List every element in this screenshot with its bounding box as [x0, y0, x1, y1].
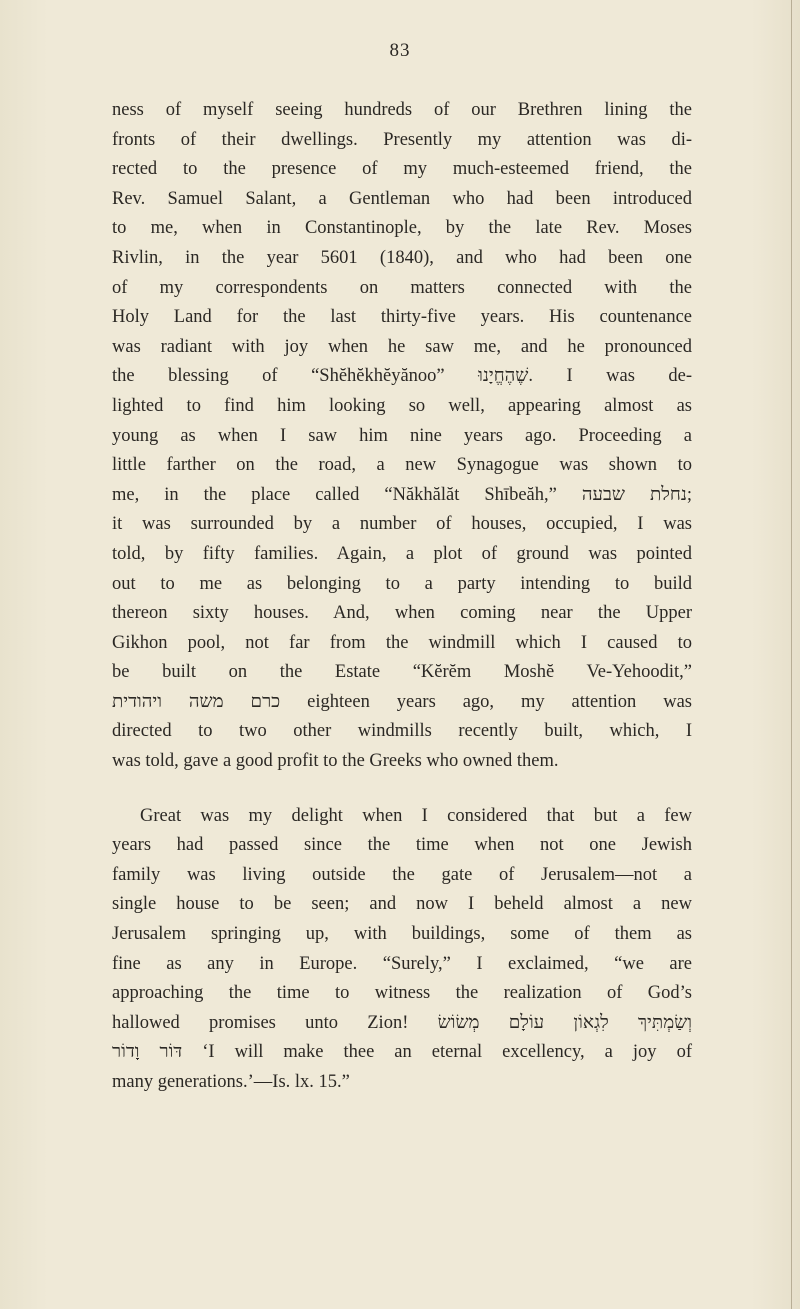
text-line: me, in the place called “Năkhălăt Shībeăh,” נחלת שבעה;	[112, 484, 692, 505]
text-line: young as when I saw him nine years ago. Proceeding a	[112, 425, 692, 446]
text-line: thereon sixty houses. And, when coming near the Upper	[112, 603, 692, 624]
text-line: lighted to find him looking so well, appearing almost as	[112, 395, 692, 416]
text-line: Rivlin, in the year 5601 (1840), and who had been one	[112, 247, 692, 268]
body-text	[112, 96, 692, 1098]
text-line: was told, gave a good profit to the Greeks who owned them.	[112, 751, 559, 772]
text-line: fine as any in Europe. “Surely,” I exclaimed, “we are	[112, 953, 692, 974]
text-line: approaching the time to witness the realization of God’s	[112, 983, 692, 1004]
text-line: many generations.’—Is. lx. 15.”	[112, 1072, 350, 1092]
text-line: it was surrounded by a number of houses, occupied, I was	[112, 514, 692, 535]
text-line: single house to be seen; and now I beheld almost a new	[112, 894, 692, 915]
text-line: years had passed since the time when not one Jewish	[112, 835, 692, 856]
text-line: Rev. Samuel Salant, a Gentleman who had been introduced	[112, 188, 692, 209]
text-line: rected to the presence of my much-esteemed friend, the	[112, 159, 692, 180]
text-line: told, by fifty families. Again, a plot of ground was pointed	[112, 543, 692, 564]
text-line: hallowed promises unto Zion! וְשַׂמְתִּיךְ לִגְאוֹן עוֹלָם מְשׂוֹשׂ	[112, 1012, 692, 1033]
text-line: Great was my delight when I considered that but a few	[140, 805, 692, 826]
text-line: to me, when in Constantinople, by the late Rev. Moses	[112, 218, 692, 239]
text-line: little farther on the road, a new Synagogue was shown to	[112, 455, 692, 476]
page-edge-divider	[791, 0, 792, 1309]
paragraph-2	[112, 802, 692, 1098]
text-line: was radiant with joy when he saw me, and he pronounced	[112, 336, 692, 357]
text-line: fronts of their dwellings. Presently my attention was di-	[112, 129, 692, 150]
text-line: Gikhon pool, not far from the windmill which I caused to	[112, 632, 692, 653]
text-line: be built on the Estate “Kĕrĕm Moshĕ Ve-Yehoodit,”	[112, 662, 692, 683]
text-line: דּוֹר וָדוֹר ‘I will make thee an eternal excellency, a joy of	[112, 1042, 692, 1063]
text-line: family was living outside the gate of Jerusalem—not a	[112, 864, 692, 885]
paragraph-1	[112, 96, 692, 777]
text-line: of my correspondents on matters connected with the	[112, 277, 692, 298]
text-line: ness of myself seeing hundreds of our Brethren lining the	[112, 100, 692, 120]
text-line: directed to two other windmills recently built, which, I	[112, 721, 692, 742]
text-line: Holy Land for the last thirty-five years. His countenance	[112, 307, 692, 328]
text-line: Jerusalem springing up, with buildings, some of them as	[112, 924, 692, 945]
text-line: out to me as belonging to a party intending to build	[112, 573, 692, 594]
text-line: כרם משה ויהודית eighteen years ago, my attention was	[112, 691, 692, 712]
page-number: 83	[389, 40, 411, 61]
text-line: the blessing of “Shĕhĕkhĕyănoo” שֶׁהֶחֱיָנוּ. I was de-	[112, 366, 692, 387]
